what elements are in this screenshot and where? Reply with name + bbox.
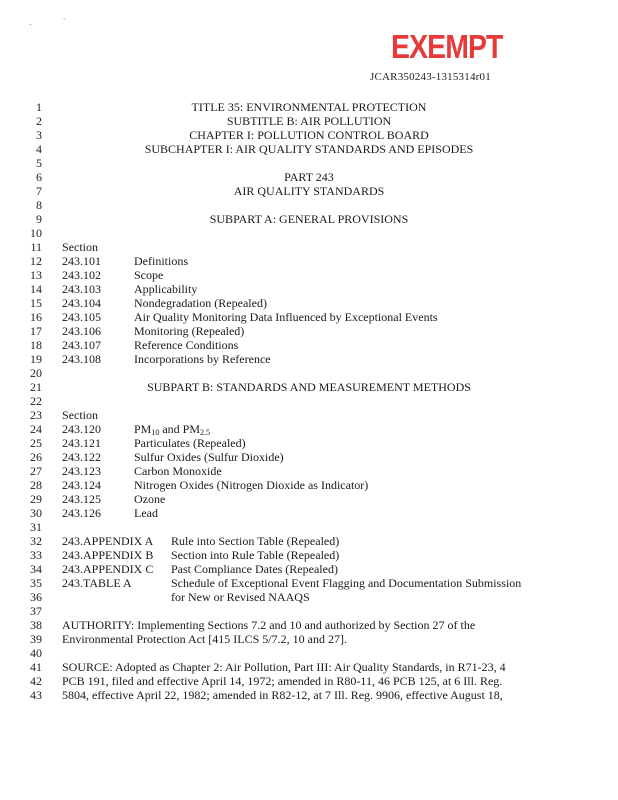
line-number: 35 (30, 576, 42, 590)
chapter-heading: CHAPTER I: POLLUTION CONTROL BOARD (189, 128, 429, 142)
line-number: 2 (36, 114, 42, 128)
line-number: 39 (30, 632, 42, 646)
line-number: 5 (36, 156, 42, 170)
appendix-title-continued: for New or Revised NAAQS (171, 590, 310, 604)
line-number: 26 (30, 450, 42, 464)
line-number: 13 (30, 268, 42, 282)
exempt-stamp (391, 28, 503, 65)
section-label: Section (62, 240, 98, 254)
line-number: 43 (30, 688, 42, 702)
section-number: 243.125 (62, 492, 101, 506)
section-number: 243.106 (62, 324, 101, 338)
scan-mark: - (29, 20, 32, 29)
appendix-number: 243.APPENDIX B (62, 548, 154, 562)
line-number: 7 (36, 184, 42, 198)
appendix-entry (0, 576, 618, 590)
toc-entry (0, 282, 618, 296)
line-number: 3 (36, 128, 42, 142)
section-title: Ozone (134, 492, 166, 506)
section-title: Incorporations by Reference (134, 352, 271, 366)
appendix-number: 243.APPENDIX C (62, 562, 154, 576)
line-number: 18 (30, 338, 42, 352)
line-number: 25 (30, 436, 42, 450)
section-number: 243.102 (62, 268, 101, 282)
section-title: Carbon Monoxide (134, 464, 222, 478)
section-number: 243.120 (62, 422, 101, 436)
source-text: SOURCE: Adopted as Chapter 2: Air Pollution, Part III: Air Quality Standards, in R71-23, 4 (62, 660, 506, 674)
appendix-entry (0, 548, 618, 562)
line-number: 8 (36, 198, 42, 212)
line-number: 37 (30, 604, 42, 618)
line-number: 17 (30, 324, 42, 338)
section-number: 243.122 (62, 450, 101, 464)
scan-mark: - (63, 14, 66, 23)
line-number: 31 (30, 520, 42, 534)
authority-text: Environmental Protection Act [415 ILCS 5/7.2, 10 and 27]. (62, 632, 347, 646)
section-number: 243.108 (62, 352, 101, 366)
appendix-title: Past Compliance Dates (Repealed) (171, 562, 338, 576)
toc-entry (0, 492, 618, 506)
section-title: Definitions (134, 254, 188, 268)
appendix-entry (0, 562, 618, 576)
line-number: 33 (30, 548, 42, 562)
appendix-number: 243.TABLE A (62, 576, 132, 590)
line-number: 23 (30, 408, 42, 422)
section-number: 243.103 (62, 282, 101, 296)
line-number: 41 (30, 660, 42, 674)
part-number: PART 243 (284, 170, 334, 184)
line-number: 42 (30, 674, 42, 688)
line-number: 21 (30, 380, 42, 394)
section-number: 243.101 (62, 254, 101, 268)
toc-entry (0, 464, 618, 478)
source-text: PCB 191, filed and effective April 14, 1972; amended in R80-11, 46 PCB 125, at 6 Ill. Reg. (62, 674, 503, 688)
section-number: 243.105 (62, 310, 101, 324)
line-number: 15 (30, 296, 42, 310)
section-number: 243.126 (62, 506, 101, 520)
appendix-number: 243.APPENDIX A (62, 534, 154, 548)
section-title: Particulates (Repealed) (134, 436, 246, 450)
exempt-stamp-text: EXEMPT (391, 28, 503, 65)
toc-entry (0, 338, 618, 352)
section-title: Scope (134, 268, 164, 282)
subpart-b-heading: SUBPART B: STANDARDS AND MEASUREMENT METHODS (147, 380, 471, 394)
line-number: 36 (30, 590, 42, 604)
line-number: 10 (30, 226, 42, 240)
toc-entry (0, 422, 618, 436)
line-number: 11 (30, 240, 42, 254)
toc-entry (0, 324, 618, 338)
subpart-a-heading: SUBPART A: GENERAL PROVISIONS (209, 212, 409, 226)
toc-entry (0, 478, 618, 492)
section-label: Section (62, 408, 98, 422)
section-number: 243.104 (62, 296, 101, 310)
section-title: $PM_{10}$ and $PM_{2.5}$ (134, 422, 211, 437)
subtitle-heading: SUBTITLE B: AIR POLLUTION (226, 114, 392, 128)
appendix-title: Section into Rule Table (Repealed) (171, 548, 340, 562)
line-number: 9 (36, 212, 42, 226)
line-number: 30 (30, 506, 42, 520)
toc-entry (0, 310, 618, 324)
line-number: 1 (36, 100, 42, 114)
section-title: Air Quality Monitoring Data Influenced by Exceptional Events (134, 310, 438, 324)
line-number: 28 (30, 478, 42, 492)
toc-entry (0, 296, 618, 310)
authority-text: AUTHORITY: Implementing Sections 7.2 and 10 and authorized by Section 27 of the (62, 618, 476, 632)
line-number: 24 (30, 422, 42, 436)
toc-entry (0, 436, 618, 450)
section-title: Monitoring (Repealed) (134, 324, 245, 338)
toc-entry (0, 506, 618, 520)
section-title: Sulfur Oxides (Sulfur Dioxide) (134, 450, 284, 464)
document-id: JCAR350243-1315314r01 (370, 71, 491, 83)
line-number: 40 (30, 646, 42, 660)
section-number: 243.123 (62, 464, 101, 478)
toc-entry (0, 254, 618, 268)
toc-entry (0, 352, 618, 366)
line-number: 12 (30, 254, 42, 268)
line-number: 29 (30, 492, 42, 506)
line-number: 34 (30, 562, 42, 576)
line-number: 14 (30, 282, 42, 296)
line-number: 4 (36, 142, 42, 156)
section-title: Applicability (134, 282, 198, 296)
line-number: 19 (30, 352, 42, 366)
line-number: 16 (30, 310, 42, 324)
line-number: 6 (36, 170, 42, 184)
subchapter-heading: SUBCHAPTER I: AIR QUALITY STANDARDS AND EPISODES (144, 142, 474, 156)
line-number: 20 (30, 366, 42, 380)
section-title: Lead (134, 506, 158, 520)
title-heading: TITLE 35: ENVIRONMENTAL PROTECTION (191, 100, 427, 114)
source-text: 5804, effective April 22, 1982; amended in R82-12, at 7 Ill. Reg. 9906, effective August 18, (62, 688, 503, 702)
part-name: AIR QUALITY STANDARDS (233, 184, 385, 198)
section-number: 243.121 (62, 436, 101, 450)
section-title: Nitrogen Oxides (Nitrogen Dioxide as Indicator) (134, 478, 369, 492)
line-number: 27 (30, 464, 42, 478)
section-title: Nondegradation (Repealed) (134, 296, 267, 310)
toc-entry (0, 450, 618, 464)
line-number: 22 (30, 394, 42, 408)
appendix-title: Rule into Section Table (Repealed) (171, 534, 340, 548)
appendix-title: Schedule of Exceptional Event Flagging and Documentation Submission (171, 576, 522, 590)
section-number: 243.124 (62, 478, 101, 492)
line-number: 38 (30, 618, 42, 632)
line-number: 32 (30, 534, 42, 548)
toc-entry (0, 268, 618, 282)
section-number: 243.107 (62, 338, 101, 352)
section-title: Reference Conditions (134, 338, 239, 352)
appendix-entry (0, 534, 618, 548)
